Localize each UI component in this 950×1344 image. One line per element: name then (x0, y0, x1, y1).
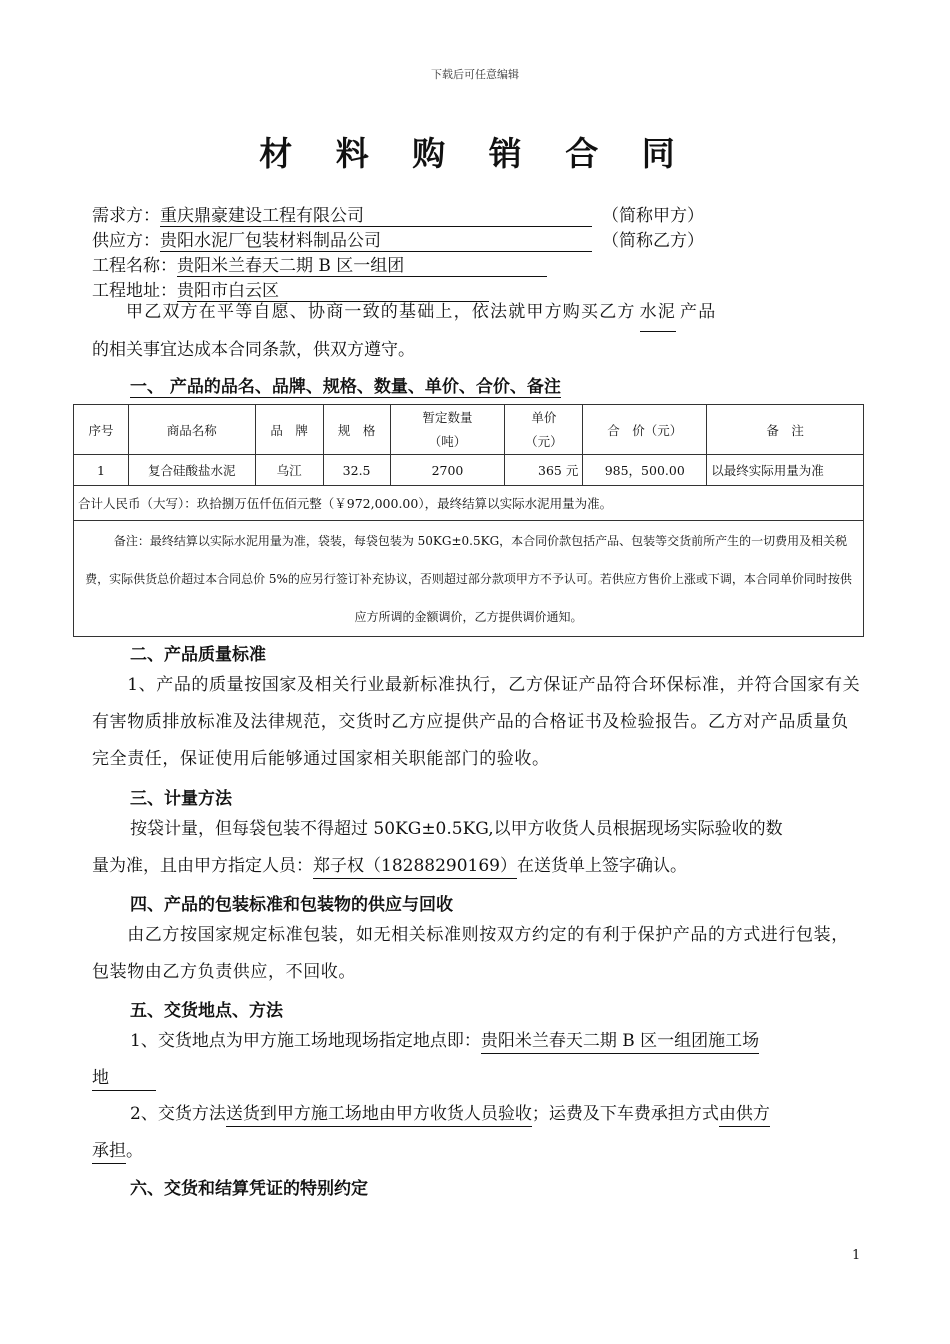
page-number: 1 (852, 1248, 861, 1263)
buyer-label: 需求方： (92, 206, 160, 226)
address-value: 贵阳市白云区 (177, 276, 489, 302)
note-text: 备注：最终结算以实际水泥用量为准，袋装，每袋包装为 50KG±0.5KG，本合同价款包括产品、包装等交货前所产生的一切费用及相关税费，实际供货总价超过本合同总价 5%的应另行签订补充协议，否则超过部分款项甲方不予认可。若供应方售价上涨或下调，本合同单价同时按供应方所调的金额调价，乙方提供调价通知。 (74, 521, 864, 637)
section-5-item-2: 2、交货方法送货到甲方施工场地由甲方收货人员验收；运费及下车费承担方式由供方 (130, 1096, 770, 1133)
delivery-method: 送货到甲方施工场地由甲方收货人员验收 (226, 1102, 532, 1127)
intro-product: 水泥 (640, 294, 676, 332)
section-2-text: 1、产品的质量按国家及相关行业最新标准执行，乙方保证产品符合环保标准，并符合国家有关有害物质排放标准及法律规范，交货时乙方应提供产品的合格证书及检验报告。乙方对产品质量负完全责任，保证使用后能够通过国家相关职能部门的验收。 (92, 675, 861, 769)
intro-line2: 的相关事宜达成本合同条款，供双方遵守。 (92, 340, 415, 360)
section-6-heading: 六、交货和结算凭证的特别约定 (130, 1179, 368, 1199)
intro-paragraph (92, 294, 862, 369)
section-3-heading: 三、计量方法 (130, 789, 232, 809)
section-2-heading: 二、产品质量标准 (130, 645, 266, 665)
header-name: 商品名称 (128, 405, 255, 455)
section-4-text: 由乙方按国家规定标准包装，如无相关标准则按双方约定的有利于保护产品的方式进行包装，包装物由乙方负责供应，不回收。 (92, 925, 849, 982)
buyer-suffix: （简称甲方） (602, 206, 704, 226)
header-total: 合 价（元） (583, 405, 707, 455)
cell-total: 985，500.00 (583, 455, 707, 486)
seller-name: 贵阳水泥厂包装材料制品公司 (160, 226, 592, 252)
cell-no: 1 (74, 455, 129, 486)
table-row (74, 455, 864, 486)
delivery-place-cont: 地 (92, 1066, 156, 1091)
header-remark: 备 注 (707, 405, 864, 455)
header-spec: 规 格 (323, 405, 390, 455)
cell-remark: 以最终实际用量为准 (707, 455, 864, 486)
table-sum-row (74, 486, 864, 521)
seller-suffix: （简称乙方） (602, 231, 704, 251)
project-name: 贵阳米兰春天二期 B 区一组团 (177, 251, 547, 277)
sum-text: 合计人民币（大写）：玖拾捌万伍仟伍佰元整（￥972,000.00），最终结算以实际水泥用量为准。 (74, 486, 864, 521)
header-price: 单价 （元） (505, 405, 583, 455)
header-qty: 暂定数量 （吨） (390, 405, 505, 455)
product-table (73, 404, 864, 637)
project-label: 工程名称： (92, 256, 177, 276)
header-note: 下载后可任意编辑 (431, 68, 519, 81)
section-5-item-1-cont (92, 1060, 156, 1097)
intro-part1: 甲乙双方在平等自愿、协商一致的基础上，依法就甲方购买乙方 (126, 302, 636, 322)
table-header-row (74, 405, 864, 455)
header-brand: 品 牌 (255, 405, 323, 455)
section-5-heading: 五、交货地点、方法 (130, 1001, 283, 1021)
freight-bearer-cont: 承担 (92, 1139, 126, 1164)
section-5-item-2-cont: 承担。 (92, 1133, 143, 1170)
table-note-row (74, 521, 864, 637)
cell-qty: 2700 (390, 455, 505, 486)
cell-price: 365 元 (505, 455, 583, 486)
section-5-item-1: 1、交货地点为甲方施工场地现场指定地点即：贵阳米兰春天二期 B 区一组团施工场 (130, 1023, 759, 1060)
section-3-line2: 量为准，且由甲方指定人员：郑子权（18288290169）在送货单上签字确认。 (92, 848, 687, 885)
delivery-place: 贵阳米兰春天二期 B 区一组团施工场 (481, 1029, 759, 1054)
section-1-heading: 一、 产品的品名、品牌、规格、数量、单价、合价、备注 (130, 372, 561, 398)
address-label: 工程地址： (92, 281, 177, 301)
project-line (92, 251, 547, 277)
header-no: 序号 (74, 405, 129, 455)
cell-spec: 32.5 (323, 455, 390, 486)
buyer-line (92, 201, 704, 227)
contract-title: 材 料 购 销 合 同 (259, 134, 691, 173)
cell-name: 复合硅酸盐水泥 (128, 455, 255, 486)
seller-label: 供应方： (92, 231, 160, 251)
section-4-heading: 四、产品的包装标准和包装物的供应与回收 (130, 895, 453, 915)
intro-part2: 产品 (680, 302, 717, 322)
cell-brand: 乌江 (255, 455, 323, 486)
section-3-line1: 按袋计量，但每袋包装不得超过 50KG±0.5KG,以甲方收货人员根据现场实际验收的数 (130, 819, 783, 839)
seller-line (92, 226, 704, 252)
designated-person: 郑子权（18288290169） (313, 854, 517, 879)
freight-bearer: 由供方 (719, 1102, 770, 1127)
buyer-name: 重庆鼎豪建设工程有限公司 (160, 201, 592, 227)
